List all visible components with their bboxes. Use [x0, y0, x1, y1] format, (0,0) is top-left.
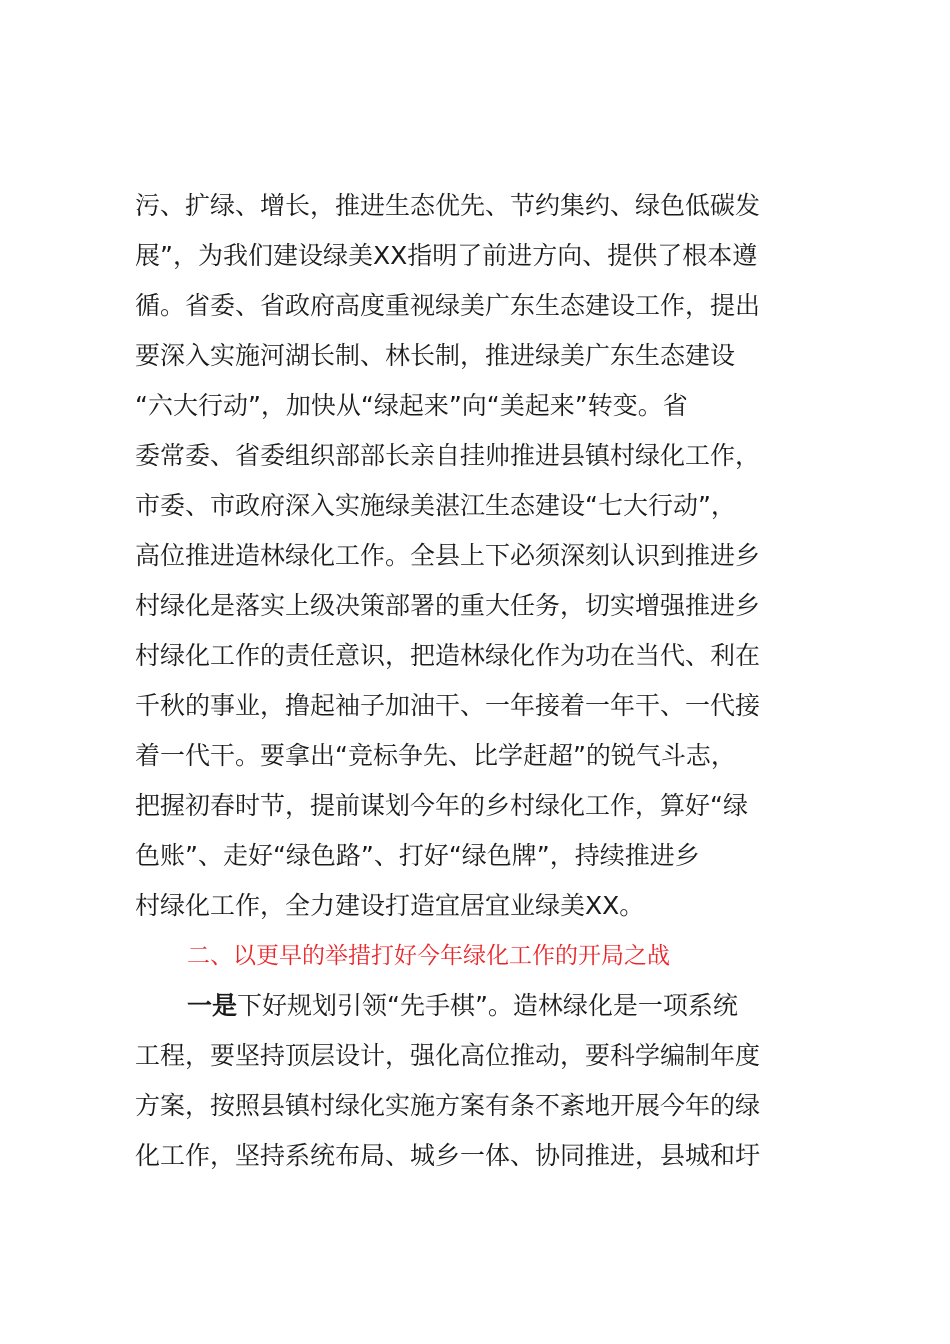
paragraph-2-lead: 一是 — [187, 991, 238, 1020]
text-line: 村绿化工作的责任意识，把造林绿化作为功在当代、利在 — [135, 641, 761, 670]
document-body — [135, 181, 835, 1181]
text-line: 村绿化工作，全力建设打造宜居宜业绿美XX。 — [135, 891, 645, 920]
text-line: 方案，按照县镇村绿化实施方案有条不紊地开展今年的绿 — [135, 1091, 761, 1120]
text-line: 化工作，坚持系统布局、城乡一体、协同推进，县城和圩 — [135, 1141, 761, 1170]
text-line: 把握初春时节，提前谋划今年的乡村绿化工作，算好“绿 — [135, 791, 748, 820]
paragraph-2 — [135, 1031, 835, 1181]
text-line: 着一代干。要拿出“竞标争先、比学赶超”的锐气斗志， — [135, 741, 736, 770]
paragraph-2-first-rest: 下好规划引领“先手棋”。造林绿化是一项系统 — [237, 991, 738, 1020]
text-line: 循。省委、省政府高度重视绿美广东生态建设工作，提出 — [135, 291, 761, 320]
section-heading: 二、以更早的举措打好今年绿化工作的开局之战 — [187, 943, 670, 969]
text-line: 委常委、省委组织部部长亲自挂帅推进县镇村绿化工作， — [135, 441, 761, 470]
text-line: 工程，要坚持顶层设计，强化高位推动，要科学编制年度 — [135, 1041, 761, 1070]
paragraph-2-first-line — [135, 981, 835, 1031]
paragraph-1 — [135, 181, 835, 931]
text-line: 村绿化是落实上级决策部署的重大任务，切实增强推进乡 — [135, 591, 761, 620]
text-line: “六大行动”，加快从“绿起来”向“美起来”转变。省 — [135, 391, 688, 420]
text-line: 要深入实施河湖长制、林长制，推进绿美广东生态建设 — [135, 341, 736, 370]
text-line: 色账”、走好“绿色路”、打好“绿色牌”，持续推进乡 — [135, 841, 700, 870]
text-line: 千秋的事业，撸起袖子加油干、一年接着一年干、一代接 — [135, 691, 761, 720]
text-line: 污、扩绿、增长，推进生态优先、节约集约、绿色低碳发 — [135, 191, 761, 220]
text-line: 市委、市政府深入实施绿美湛江生态建设“七大行动”， — [135, 491, 736, 520]
text-line: 展”，为我们建设绿美XX指明了前进方向、提供了根本遵 — [135, 241, 758, 270]
text-line: 高位推进造林绿化工作。全县上下必须深刻认识到推进乡 — [135, 541, 761, 570]
